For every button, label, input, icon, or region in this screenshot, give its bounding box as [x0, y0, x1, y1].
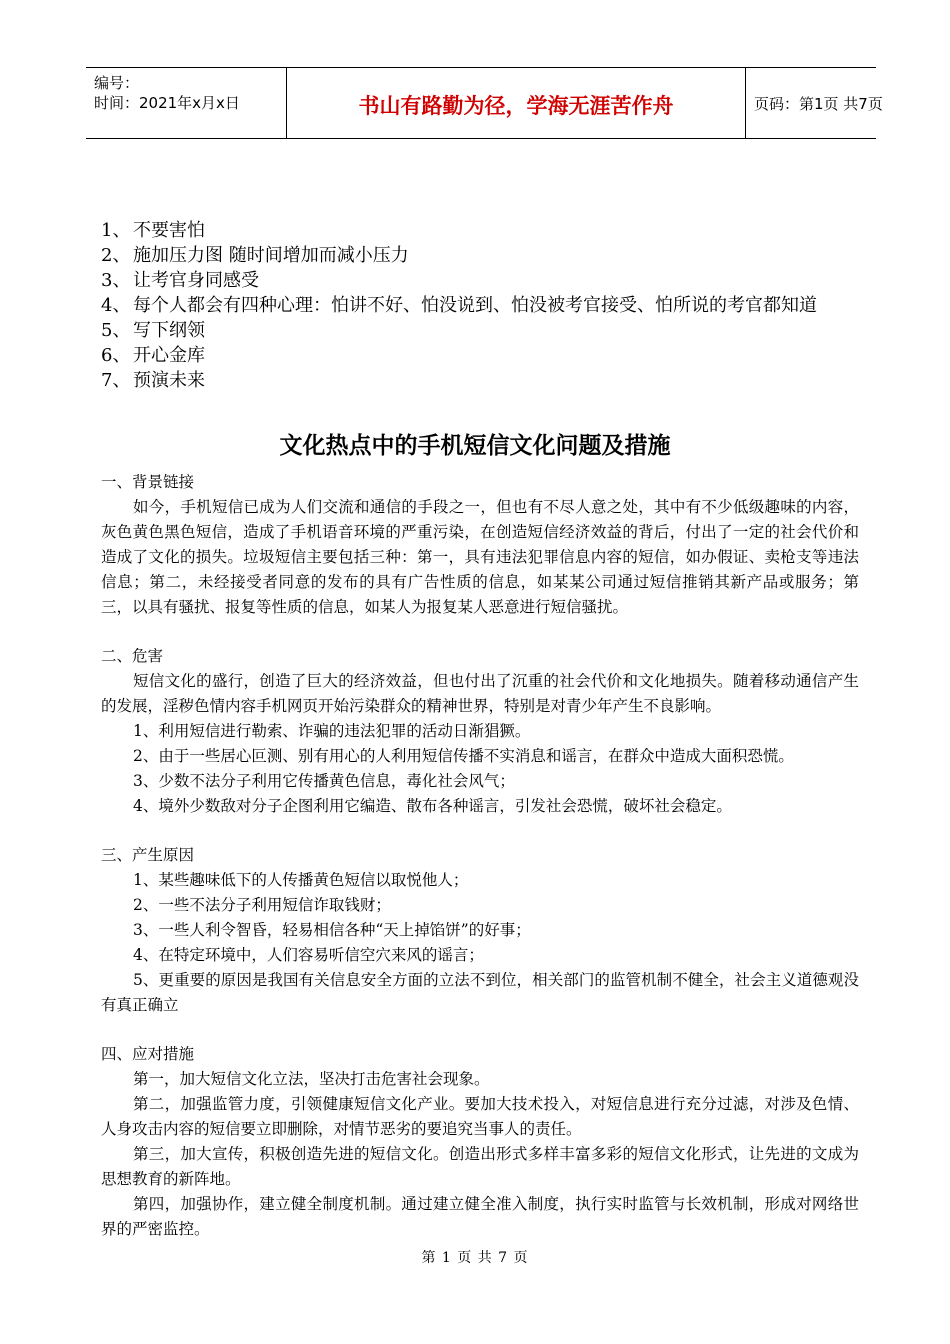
list-item-text: 开心金库 — [133, 345, 205, 366]
list-item-text: 每个人都会有四种心理：怕讲不好、怕没说到、怕没被考官接受、怕所说的考官都知道 — [133, 295, 817, 316]
list-item-number: 5、 — [101, 320, 131, 341]
paragraph: 如今，手机短信已成为人们交流和通信的手段之一，但也有不尽人意之处，其中有不少低级趣味的内容，灰色黄色黑色短信，造成了手机语音环境的严重污染，在创造短信经济效益的背后，付出了一定的社会代价和造成了文化的损失。垃圾短信主要包括三种：第一，具有违法犯罪信息内容的短信，如办假证、卖枪支等违法信息；第二，未经接受者同意的发布的具有广告性质的信息，如某某公司通过短信推销其新产品或服务；第三，以具有骚扰、报复等性质的信息，如某人为报复某人恶意进行短信骚扰。 — [101, 498, 859, 616]
list-item — [101, 293, 871, 318]
numbered-item: 3、一些人利令智昏，轻易相信各种“天上掉馅饼”的好事； — [133, 921, 531, 939]
list-item — [101, 268, 871, 293]
section-heading-causes: 三、产生原因 — [101, 846, 195, 864]
measure-item: 第四，加强协作，建立健全制度机制。通过建立健全准入制度，执行实时监管与长效机制，形成对网络世界的严密监控。 — [101, 1195, 859, 1238]
measure-item: 第二，加强监管力度，引领健康短信文化产业。要加大技术投入，对短信息进行充分过滤，对涉及色情、人身攻击内容的短信要立即删除，对情节恶劣的要追究当事人的责任。 — [101, 1095, 859, 1138]
list-item-text: 预演未来 — [133, 370, 205, 391]
numbered-item: 2、一些不法分子利用短信诈取钱财； — [133, 896, 391, 914]
list-item-number: 3、 — [101, 270, 131, 291]
list-item-number: 1、 — [101, 220, 131, 241]
list-item — [101, 243, 871, 268]
article-title: 文化热点中的手机短信文化问题及措施 — [279, 432, 671, 459]
numbered-item: 4、境外少数敌对分子企图利用它编造、散布各种谣言，引发社会恐慌，破坏社会稳定。 — [133, 797, 732, 815]
measure-item: 第三，加大宣传，积极创造先进的短信文化。创造出形式多样丰富多彩的短信文化形式，让先进的文成为思想教育的新阵地。 — [101, 1145, 859, 1188]
document-time-label: 时间：2021年x月x日 — [94, 94, 240, 112]
numbered-item: 4、在特定环境中，人们容易听信空穴来风的谣言； — [133, 946, 484, 964]
numbered-item: 5、更重要的原因是我国有关信息安全方面的立法不到位，相关部门的监管机制不健全，社会主义道德观没有真正确立 — [101, 971, 859, 1014]
numbered-item: 1、利用短信进行勒索、诈骗的违法犯罪的活动日渐猖獗。 — [133, 722, 531, 740]
list-item-number: 6、 — [101, 345, 131, 366]
section-heading-background: 一、背景链接 — [101, 473, 195, 491]
list-item-number: 4、 — [101, 295, 131, 316]
list-item — [101, 218, 871, 243]
page-footer: 第 1 页 共 7 页 — [421, 1250, 529, 1266]
header-meta-cell — [86, 68, 286, 138]
paragraph: 短信文化的盛行，创造了巨大的经济效益，但也付出了沉重的社会代价和文化地损失。随着移动通信产生的发展，淫秽色情内容手机网页开始污染群众的精神世界，特别是对青少年产生不良影响。 — [101, 672, 859, 715]
page-header — [86, 67, 883, 139]
numbered-item: 3、少数不法分子利用它传播黄色信息，毒化社会风气； — [133, 772, 515, 790]
section-heading-harm: 二、危害 — [101, 647, 164, 665]
list-item-text: 施加压力图 随时间增加而减小压力 — [133, 245, 409, 266]
header-page-info: 页码：第1页 共7页 — [754, 95, 883, 113]
list-item-number: 2、 — [101, 245, 131, 266]
list-item-text: 让考官身同感受 — [133, 270, 259, 291]
list-item-text: 写下纲领 — [133, 320, 205, 341]
measure-item: 第一，加大短信文化立法，坚决打击危害社会现象。 — [133, 1070, 490, 1088]
numbered-item: 1、某些趣味低下的人传播黄色短信以取悦他人； — [133, 871, 469, 889]
section-spacer — [101, 1018, 859, 1042]
section-spacer — [101, 819, 859, 843]
header-motto: 书山有路勤为径，学海无涯苦作舟 — [358, 94, 674, 118]
section-spacer — [101, 620, 859, 644]
list-item-text: 不要害怕 — [133, 220, 205, 241]
article-body — [101, 470, 859, 1242]
header-page-cell — [746, 68, 883, 138]
section-heading-measures: 四、应对措施 — [101, 1045, 195, 1063]
list-item — [101, 368, 871, 393]
tips-list — [101, 218, 871, 393]
header-motto-cell — [286, 68, 746, 138]
list-item — [101, 318, 871, 343]
numbered-item: 2、由于一些居心叵测、别有用心的人利用短信传播不实消息和谣言，在群众中造成大面积恐慌。 — [133, 747, 794, 765]
document-number-label: 编号： — [94, 74, 140, 92]
list-item-number: 7、 — [101, 370, 131, 391]
list-item — [101, 343, 871, 368]
